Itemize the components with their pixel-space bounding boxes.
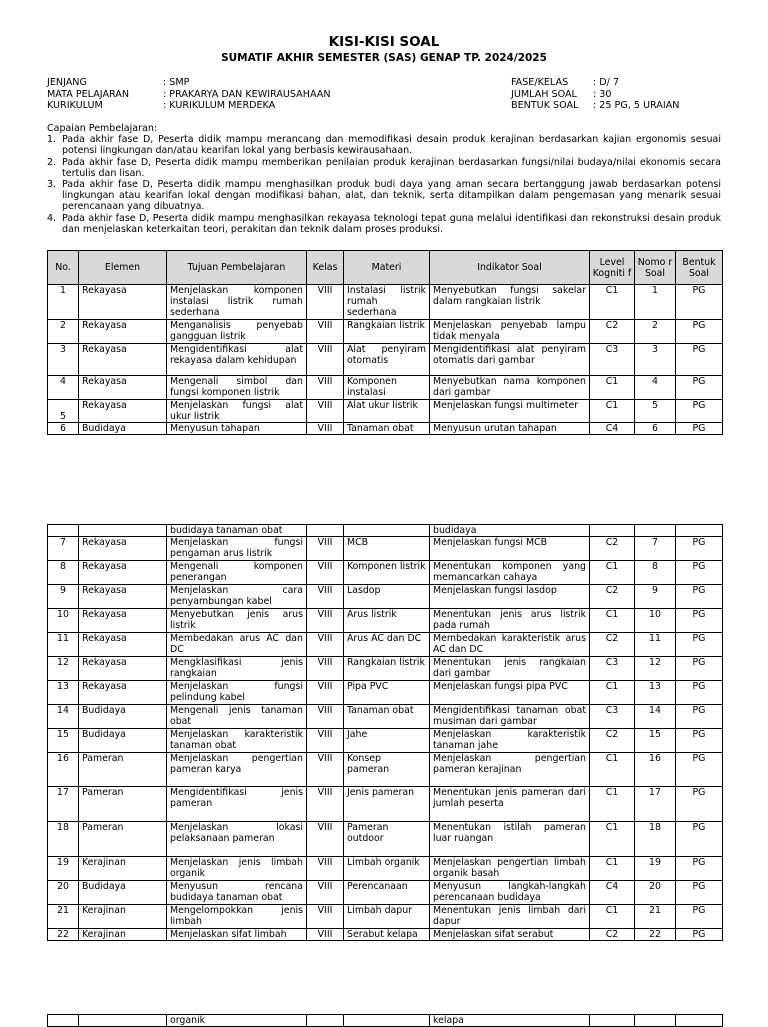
table-cell: Membedakan karakteristik arus AC dan DC bbox=[430, 633, 590, 657]
table-cell: C1 bbox=[590, 822, 635, 857]
table-cell: Menyusun rencana budidaya tanaman obat bbox=[167, 881, 307, 905]
cp-number: 1. bbox=[47, 134, 57, 146]
table-cell: MCB bbox=[344, 537, 430, 561]
table-cell: Menjelaskan fungsi pengaman arus listrik bbox=[167, 537, 307, 561]
table-cell: Menjelaskan pengertian limbah organik basah bbox=[430, 857, 590, 881]
table-cell: Menjelaskan pengertian pameran kerajinan bbox=[430, 753, 590, 787]
cp-number: 3. bbox=[47, 179, 57, 191]
table-cell: PG bbox=[676, 561, 723, 585]
table-cell bbox=[635, 525, 676, 537]
table-cell: Menyebutkan fungsi sakelar dalam rangkaian listrik bbox=[430, 285, 590, 320]
table-cell: Menjelaskan fungsi pelindung kabel bbox=[167, 681, 307, 705]
table-cell: Komponen listrik bbox=[344, 561, 430, 585]
table-cell: C3 bbox=[590, 657, 635, 681]
table-cell: 21 bbox=[635, 905, 676, 929]
table-cell: C3 bbox=[590, 344, 635, 376]
table-cell: PG bbox=[676, 585, 723, 609]
table-cell: C2 bbox=[590, 929, 635, 941]
table-cell: PG bbox=[676, 929, 723, 941]
table-cell: Rekayasa bbox=[79, 561, 167, 585]
info-value: : D/ 7 bbox=[593, 77, 620, 88]
table-cell: PG bbox=[676, 753, 723, 787]
info-block-right bbox=[511, 77, 679, 112]
table-cell: C2 bbox=[590, 585, 635, 609]
table-cell: Rekayasa bbox=[79, 400, 167, 423]
table-cell bbox=[676, 525, 723, 537]
table-row bbox=[48, 320, 723, 344]
table-cell: 9 bbox=[635, 585, 676, 609]
table-cell: PG bbox=[676, 681, 723, 705]
table-cell: Arus listrik bbox=[344, 609, 430, 633]
table-cell: PG bbox=[676, 376, 723, 400]
table-cell: Pameran bbox=[79, 787, 167, 822]
document-subtitle: SUMATIF AKHIR SEMESTER (SAS) GENAP TP. 2024/2025 bbox=[221, 52, 547, 64]
table-cell: Membedakan arus AC dan DC bbox=[167, 633, 307, 657]
table-row bbox=[48, 400, 723, 423]
table-cell: Rekayasa bbox=[79, 344, 167, 376]
table-cell: 11 bbox=[635, 633, 676, 657]
table-cell: Menjelaskan cara penyambungan kabel bbox=[167, 585, 307, 609]
table-cell: VIII bbox=[307, 423, 344, 435]
table-cell: C3 bbox=[590, 705, 635, 729]
table-cell: 16 bbox=[635, 753, 676, 787]
table-cell: VIII bbox=[307, 857, 344, 881]
table-cell: 4 bbox=[635, 376, 676, 400]
table-cell: Menyusun urutan tahapan bbox=[430, 423, 590, 435]
table-cell: budidaya bbox=[430, 525, 590, 537]
table-cell: Menjelaskan karakteristik tanaman jahe bbox=[430, 729, 590, 753]
kisi-table-part-1 bbox=[47, 250, 723, 435]
table-cell: Menjelaskan lokasi pelaksanaan pameran bbox=[167, 822, 307, 857]
table-cell: 19 bbox=[635, 857, 676, 881]
table-cell: Menentukan komponen yang memancarkan cahaya bbox=[430, 561, 590, 585]
table-cell: Kerajinan bbox=[79, 905, 167, 929]
table-cell: PG bbox=[676, 633, 723, 657]
kisi-table-part-3 bbox=[47, 1014, 723, 1027]
table-cell: Instalasi listrik rumah sederhana bbox=[344, 285, 430, 320]
table-cell: Menjelaskan pengertian pameran karya bbox=[167, 753, 307, 787]
table-cell: VIII bbox=[307, 537, 344, 561]
info-key: JENJANG bbox=[47, 77, 87, 88]
table-cell: PG bbox=[676, 905, 723, 929]
table-row bbox=[48, 285, 723, 320]
table-cell: Mengenali komponen penerangan bbox=[167, 561, 307, 585]
table-cell: C1 bbox=[590, 787, 635, 822]
table-cell: Menjelaskan jenis limbah organik bbox=[167, 857, 307, 881]
table-cell: PG bbox=[676, 609, 723, 633]
table-cell bbox=[676, 1015, 723, 1027]
table-cell: C1 bbox=[590, 753, 635, 787]
info-value: : SMP bbox=[163, 77, 190, 88]
table-cell: Menjelaskan penyebab lampu tidak menyala bbox=[430, 320, 590, 344]
table-cell: 3 bbox=[635, 344, 676, 376]
table-cell: VIII bbox=[307, 905, 344, 929]
table-cell: Pameran outdoor bbox=[344, 822, 430, 857]
table-cell: VIII bbox=[307, 320, 344, 344]
table-cell: 9 bbox=[48, 585, 79, 609]
table-cell: Menjelaskan fungsi alat ukur listrik bbox=[167, 400, 307, 423]
table-cell: 4 bbox=[48, 376, 79, 400]
column-header: Level Kogniti f bbox=[590, 251, 635, 285]
cp-text: Pada akhir fase D, Peserta didik mampu memberikan penilaian produk kerajinan berdasarkan fungsi/nilai budaya/nilai ekonomis secara tertulis dan lisan. bbox=[62, 156, 721, 179]
table-cell: VIII bbox=[307, 881, 344, 905]
table-cell: 8 bbox=[635, 561, 676, 585]
table-cell: 7 bbox=[635, 537, 676, 561]
table-cell: Mengidentifikasi alat rekayasa dalam kehidupan bbox=[167, 344, 307, 376]
table-cell: Rekayasa bbox=[79, 681, 167, 705]
table-cell: PG bbox=[676, 400, 723, 423]
table-cell: VIII bbox=[307, 729, 344, 753]
table-cell: 15 bbox=[48, 729, 79, 753]
table-cell: Jenis pameran bbox=[344, 787, 430, 822]
table-cell: 22 bbox=[635, 929, 676, 941]
table-row bbox=[48, 881, 723, 905]
table-cell: Rekayasa bbox=[79, 585, 167, 609]
table-cell: 18 bbox=[635, 822, 676, 857]
table-cell: PG bbox=[676, 705, 723, 729]
table-cell: C2 bbox=[590, 633, 635, 657]
table-cell: C2 bbox=[590, 320, 635, 344]
cp-text: Pada akhir fase D, Peserta didik mampu menghasilkan produk budi daya yang aman secara bertanggung jawab berdasarkan potensi lingkungan atau kearifan lokal dengan modifikasi bahan, alat, dan teknik, serta ditampilkan dalam pengemasan yang menarik sesuai perencanaan yang dibuatnya. bbox=[62, 179, 721, 213]
table-row bbox=[48, 657, 723, 681]
table-cell: Menyusun tahapan bbox=[167, 423, 307, 435]
table-cell: C4 bbox=[590, 881, 635, 905]
table-cell: Menjelaskan karakteristik tanaman obat bbox=[167, 729, 307, 753]
table-cell: organik bbox=[167, 1015, 307, 1027]
table-cell: C1 bbox=[590, 609, 635, 633]
table-cell: VIII bbox=[307, 400, 344, 423]
table-cell: 6 bbox=[48, 423, 79, 435]
table-cell: Serabut kelapa bbox=[344, 929, 430, 941]
table-cell: Menjelaskan sifat limbah bbox=[167, 929, 307, 941]
table-cell: Pameran bbox=[79, 753, 167, 787]
table-cell: 10 bbox=[48, 609, 79, 633]
table-cell bbox=[48, 1015, 79, 1027]
table-cell: VIII bbox=[307, 753, 344, 787]
table-cell: budidaya tanaman obat bbox=[167, 525, 307, 537]
capaian-pembelajaran bbox=[47, 123, 721, 235]
cp-item bbox=[47, 179, 721, 213]
table-cell: PG bbox=[676, 857, 723, 881]
table-cell: Menentukan jenis limbah dari dapur bbox=[430, 905, 590, 929]
table-cell: PG bbox=[676, 320, 723, 344]
table-cell bbox=[79, 1015, 167, 1027]
table-cell: Mengklasifikasi jenis rangkaian bbox=[167, 657, 307, 681]
table-cell: Komponen instalasi bbox=[344, 376, 430, 400]
table-cell: 5 bbox=[635, 400, 676, 423]
table-row bbox=[48, 705, 723, 729]
table-cell: 20 bbox=[635, 881, 676, 905]
table-row bbox=[48, 609, 723, 633]
table-cell: Menganalisis penyebab gangguan listrik bbox=[167, 320, 307, 344]
table-cell: Menyebutkan jenis arus listrik bbox=[167, 609, 307, 633]
table-cell: Tanaman obat bbox=[344, 423, 430, 435]
table-row bbox=[48, 585, 723, 609]
table-cell: Kerajinan bbox=[79, 929, 167, 941]
info-key: KURIKULUM bbox=[47, 100, 103, 112]
cp-number: 4. bbox=[47, 212, 57, 224]
table-cell: PG bbox=[676, 787, 723, 822]
table-cell: 19 bbox=[48, 857, 79, 881]
table-cell: Menjelaskan fungsi lasdop bbox=[430, 585, 590, 609]
info-key: FASE/KELAS bbox=[511, 77, 569, 88]
table-cell: VIII bbox=[307, 561, 344, 585]
table-cell: Rekayasa bbox=[79, 633, 167, 657]
table-cell: VIII bbox=[307, 285, 344, 320]
table-cell: Rekayasa bbox=[79, 320, 167, 344]
table-cell: C2 bbox=[590, 729, 635, 753]
table-cell: Tanaman obat bbox=[344, 705, 430, 729]
table-cell: VIII bbox=[307, 705, 344, 729]
table-cell: PG bbox=[676, 657, 723, 681]
cp-item bbox=[47, 134, 721, 156]
cp-item bbox=[47, 157, 721, 179]
table-cell: C1 bbox=[590, 905, 635, 929]
table-cell: PG bbox=[676, 423, 723, 435]
table-cell: Budidaya bbox=[79, 423, 167, 435]
table-cell: Menentukan jenis pameran dari jumlah peserta bbox=[430, 787, 590, 822]
table-cell: C4 bbox=[590, 423, 635, 435]
table-cell: Mengidentifikasi alat penyiram otomatis dari gambar bbox=[430, 344, 590, 376]
table-cell: C1 bbox=[590, 857, 635, 881]
table-row bbox=[48, 753, 723, 787]
table-cell: 13 bbox=[635, 681, 676, 705]
table-row bbox=[48, 423, 723, 435]
table-cell bbox=[344, 525, 430, 537]
table-cell: Menjelaskan fungsi multimeter bbox=[430, 400, 590, 423]
table-cell: VIII bbox=[307, 929, 344, 941]
table-cell: PG bbox=[676, 537, 723, 561]
table-row bbox=[48, 1015, 723, 1027]
table-cell: Mengidentifikasi tanaman obat musiman dari gambar bbox=[430, 705, 590, 729]
column-header: Tujuan Pembelajaran bbox=[167, 251, 307, 285]
table-cell: Rekayasa bbox=[79, 285, 167, 320]
cp-text: Pada akhir fase D, Peserta didik mampu merancang dan memodifikasi desain produk kerajinan berdasarkan kajian ergonomis sesuai potensi lingkungan dan/atau kearifan lokal yang berbasis kewirausahaan. bbox=[62, 134, 721, 157]
table-cell: PG bbox=[676, 822, 723, 857]
table-cell: VIII bbox=[307, 344, 344, 376]
table-cell: 16 bbox=[48, 753, 79, 787]
table-cell: 12 bbox=[635, 657, 676, 681]
table-cell: Limbah organik bbox=[344, 857, 430, 881]
table-cell bbox=[79, 525, 167, 537]
table-row bbox=[48, 537, 723, 561]
table-cell: Alat ukur listrik bbox=[344, 400, 430, 423]
table-cell: Menentukan istilah pameran luar ruangan bbox=[430, 822, 590, 857]
table-cell: VIII bbox=[307, 681, 344, 705]
table-cell: Rekayasa bbox=[79, 657, 167, 681]
document-title: KISI-KISI SOAL bbox=[328, 34, 440, 50]
table-cell: 3 bbox=[48, 344, 79, 376]
info-block-left bbox=[47, 77, 331, 112]
table-header-row bbox=[48, 251, 723, 285]
table-cell: 2 bbox=[635, 320, 676, 344]
table-row bbox=[48, 857, 723, 881]
table-cell: Rangkaian listrik bbox=[344, 320, 430, 344]
table-cell: 8 bbox=[48, 561, 79, 585]
table-cell: Mengelompokkan jenis limbah bbox=[167, 905, 307, 929]
table-cell: Pipa PVC bbox=[344, 681, 430, 705]
table-cell: VIII bbox=[307, 633, 344, 657]
table-cell: 6 bbox=[635, 423, 676, 435]
table-cell: Rangkaian listrik bbox=[344, 657, 430, 681]
cp-list bbox=[47, 134, 721, 235]
column-header: Materi bbox=[344, 251, 430, 285]
table-row bbox=[48, 561, 723, 585]
table-cell bbox=[344, 1015, 430, 1027]
table-cell: PG bbox=[676, 729, 723, 753]
table-cell bbox=[307, 1015, 344, 1027]
table-cell: Kerajinan bbox=[79, 857, 167, 881]
table-row bbox=[48, 344, 723, 376]
table-cell: 10 bbox=[635, 609, 676, 633]
table-cell bbox=[48, 525, 79, 537]
table-cell: Arus AC dan DC bbox=[344, 633, 430, 657]
table-cell: PG bbox=[676, 344, 723, 376]
table-cell: Pameran bbox=[79, 822, 167, 857]
table-cell: Perencanaan bbox=[344, 881, 430, 905]
table-cell: C1 bbox=[590, 376, 635, 400]
table-cell: 12 bbox=[48, 657, 79, 681]
table-cell: 14 bbox=[635, 705, 676, 729]
table-cell: Lasdop bbox=[344, 585, 430, 609]
column-header: Bentuk Soal bbox=[676, 251, 723, 285]
table-cell: 1 bbox=[635, 285, 676, 320]
table-cell: 17 bbox=[48, 787, 79, 822]
table-cell: C2 bbox=[590, 537, 635, 561]
table-cell: VIII bbox=[307, 585, 344, 609]
table-cell bbox=[590, 525, 635, 537]
table-cell: 17 bbox=[635, 787, 676, 822]
table-cell: Menjelaskan komponen instalasi listrik rumah sederhana bbox=[167, 285, 307, 320]
column-header: No. bbox=[48, 251, 79, 285]
column-header: Kelas bbox=[307, 251, 344, 285]
table-cell bbox=[635, 1015, 676, 1027]
table-cell: C1 bbox=[590, 561, 635, 585]
table-cell: Menentukan jenis arus listrik pada rumah bbox=[430, 609, 590, 633]
table-cell: Menyusun langkah-langkah perencanaan budidaya bbox=[430, 881, 590, 905]
column-header: Elemen bbox=[79, 251, 167, 285]
table-cell: Mengenali simbol dan fungsi komponen listrik bbox=[167, 376, 307, 400]
table-row bbox=[48, 681, 723, 705]
info-key: JUMLAH SOAL bbox=[511, 88, 577, 100]
column-header: Indikator Soal bbox=[430, 251, 590, 285]
table-cell: 21 bbox=[48, 905, 79, 929]
table-cell: VIII bbox=[307, 376, 344, 400]
table-cell: 22 bbox=[48, 929, 79, 941]
info-key: MATA PELAJARAN bbox=[47, 88, 130, 100]
table-row bbox=[48, 929, 723, 941]
cp-text: Pada akhir fase D, Peserta didik mampu menghasilkan rekayasa teknologi tepat guna melalui identifikasi dan rekonstruksi desain produk dan menjelaskan keterkaitan teori, perakitan dan teknik dalam proses produksi. bbox=[62, 212, 721, 235]
table-cell: Mengidentifikasi jenis pameran bbox=[167, 787, 307, 822]
table-row bbox=[48, 633, 723, 657]
table-cell: PG bbox=[676, 285, 723, 320]
table-cell: PG bbox=[676, 881, 723, 905]
table-cell: Mengenali jenis tanaman obat bbox=[167, 705, 307, 729]
table-row bbox=[48, 822, 723, 857]
table-cell: VIII bbox=[307, 657, 344, 681]
table-cell: Budidaya bbox=[79, 881, 167, 905]
table-cell: Menjelaskan fungsi MCB bbox=[430, 537, 590, 561]
table-cell: 7 bbox=[48, 537, 79, 561]
kisi-table-part-2 bbox=[47, 524, 723, 941]
table-cell: kelapa bbox=[430, 1015, 590, 1027]
table-row bbox=[48, 525, 723, 537]
table-cell: 2 bbox=[48, 320, 79, 344]
table-cell: 20 bbox=[48, 881, 79, 905]
table-cell: 15 bbox=[635, 729, 676, 753]
cp-number: 2. bbox=[47, 156, 57, 168]
table-cell: Budidaya bbox=[79, 705, 167, 729]
info-value: : PRAKARYA DAN KEWIRAUSAHAAN bbox=[163, 88, 331, 100]
cp-item bbox=[47, 213, 721, 235]
table-cell: Menjelaskan sifat serabut bbox=[430, 929, 590, 941]
table-cell: C1 bbox=[590, 285, 635, 320]
table-cell: Limbah dapur bbox=[344, 905, 430, 929]
table-row bbox=[48, 376, 723, 400]
table-cell: 11 bbox=[48, 633, 79, 657]
table-cell: 14 bbox=[48, 705, 79, 729]
table-cell: Alat penyiram otomatis bbox=[344, 344, 430, 376]
table-cell: VIII bbox=[307, 787, 344, 822]
table-cell: Rekayasa bbox=[79, 609, 167, 633]
table-cell: C1 bbox=[590, 400, 635, 423]
table-cell: 5 bbox=[48, 400, 79, 423]
table-cell bbox=[590, 1015, 635, 1027]
table-cell: Rekayasa bbox=[79, 376, 167, 400]
table-cell: Menentukan jenis rangkaian dari gambar bbox=[430, 657, 590, 681]
cp-title: Capaian Pembelajaran: bbox=[47, 123, 158, 134]
table-cell: Jahe bbox=[344, 729, 430, 753]
table-cell: Menjelaskan fungsi pipa PVC bbox=[430, 681, 590, 705]
info-value: : 25 PG, 5 URAIAN bbox=[593, 100, 680, 112]
table-cell: VIII bbox=[307, 822, 344, 857]
table-cell bbox=[307, 525, 344, 537]
info-value: : KURIKULUM MERDEKA bbox=[163, 100, 276, 112]
table-cell: 18 bbox=[48, 822, 79, 857]
info-key: BENTUK SOAL bbox=[511, 100, 579, 112]
table-row bbox=[48, 729, 723, 753]
table-cell: VIII bbox=[307, 609, 344, 633]
table-cell: Rekayasa bbox=[79, 537, 167, 561]
table-cell: Menyebutkan nama komponen dari gambar bbox=[430, 376, 590, 400]
table-cell: Konsep pameran bbox=[344, 753, 430, 787]
table-row bbox=[48, 905, 723, 929]
table-cell: Budidaya bbox=[79, 729, 167, 753]
info-value: : 30 bbox=[593, 88, 612, 100]
table-cell: 1 bbox=[48, 285, 79, 320]
table-cell: 13 bbox=[48, 681, 79, 705]
table-row bbox=[48, 787, 723, 822]
table-cell: C1 bbox=[590, 681, 635, 705]
column-header: Nomo r Soal bbox=[635, 251, 676, 285]
